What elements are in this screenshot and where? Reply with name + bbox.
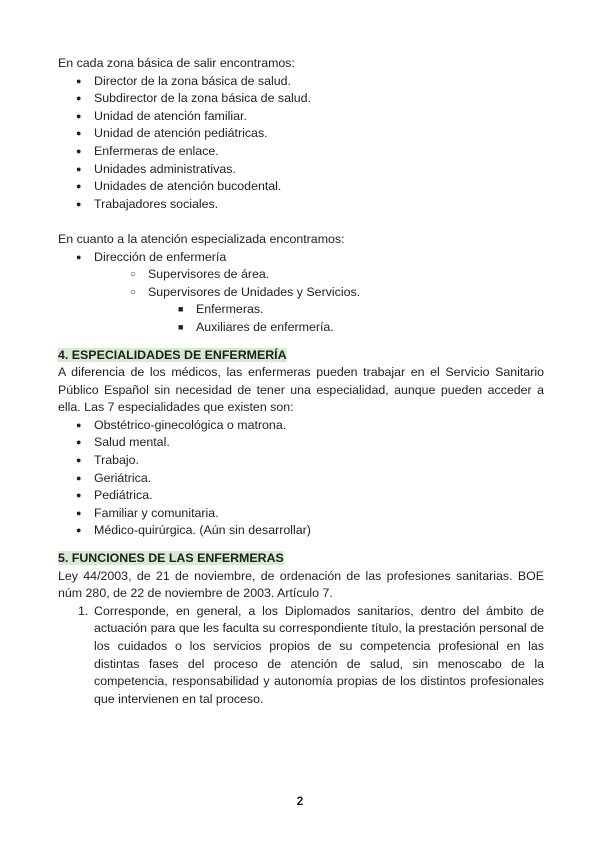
circle-bullet-icon: ○	[130, 286, 137, 298]
page-number: 2	[296, 794, 304, 808]
section-5-paragraph: Ley 44/2003, de 21 de noviembre, de ordenación de las profesiones sanitarias. BOE núm 280, de 22 de noviembre de 2003. Artículo 7.	[58, 568, 544, 601]
square-bullet-icon: ■	[178, 304, 184, 315]
numbered-list-item: 1. Corresponde, en general, a los Diplomados sanitarios, dentro del ámbito de actuación para que les faculta su correspondiente título, la prestación personal de los cuidados o los servicios propios de su competencia profesional en las distintas fases del proceso de atención de salud, sin menoscabo de la competencia, responsabilidad y autonomía propias de los distintos profesionales que intervienen en tal proceso.	[78, 603, 544, 706]
bullet-icon: ●	[76, 507, 82, 518]
bullet-icon: ●	[76, 251, 82, 262]
specialties-list	[58, 417, 544, 540]
list-item: ● Pediátrica.	[58, 487, 544, 505]
bullet-icon: ●	[76, 93, 82, 104]
bullet-icon: ●	[76, 128, 82, 139]
sub-list	[94, 266, 544, 336]
bullet-icon: ●	[76, 198, 82, 209]
bullet-icon: ●	[76, 163, 82, 174]
list-item: ● Dirección de enfermería ○ Supervisores de área. ○ Supervisores de Unidades y Servicios. ■ Enfermeras. ■ Auxiliares de enfermería.	[58, 249, 544, 337]
list-item: ● Trabajo.	[58, 452, 544, 470]
bullet-icon: ●	[76, 110, 82, 121]
sub-list-item: ○ Supervisores de Unidades y Servicios. ■ Enfermeras. ■ Auxiliares de enfermería.	[130, 284, 544, 337]
list-number: 1.	[78, 603, 89, 618]
bullet-icon: ●	[76, 525, 82, 536]
bullet-icon: ●	[76, 75, 82, 86]
sub-sub-list	[148, 301, 544, 336]
functions-list	[58, 603, 544, 709]
square-bullet-icon: ■	[178, 321, 184, 332]
list-item: ● Geriátrica.	[58, 470, 544, 488]
bullet-icon: ●	[76, 490, 82, 501]
list-item: ● Unidades de atención bucodental.	[58, 178, 544, 196]
list-item: ● Enfermeras de enlace.	[58, 143, 544, 161]
intro-specialized-care: En cuanto a la atención especializada encontramos:	[58, 231, 345, 246]
section-4-paragraph: A diferencia de los médicos, las enfermeras pueden trabajar en el Servicio Sanitario Público Español sin necesidad de tener una especialidad, aunque pueden acceder a ella. Las 7 especialidades que existen son:	[58, 365, 544, 415]
specialized-care-list	[58, 249, 544, 337]
circle-bullet-icon: ○	[130, 269, 137, 281]
list-item: ● Familiar y comunitaria.	[58, 505, 544, 523]
sub-sub-list-item: ■ Enfermeras.	[178, 301, 544, 319]
sub-list-item: ○ Supervisores de área.	[130, 266, 544, 284]
list-item: ● Director de la zona básica de salud.	[58, 73, 544, 91]
section-5-heading: 5. FUNCIONES DE LAS ENFERMERAS	[58, 551, 284, 566]
basic-zone-list	[58, 73, 544, 214]
list-item: ● Médico-quirúrgica. (Aún sin desarrollar)	[58, 522, 544, 540]
document-page	[58, 55, 544, 708]
sub-sub-list-item: ■ Auxiliares de enfermería.	[178, 319, 544, 337]
list-item: ● Unidad de atención familiar.	[58, 108, 544, 126]
bullet-icon: ●	[76, 181, 82, 192]
list-item: ● Unidad de atención pediátricas.	[58, 125, 544, 143]
list-item: ● Salud mental.	[58, 434, 544, 452]
list-item: ● Trabajadores sociales.	[58, 196, 544, 214]
list-item: ● Obstétrico-ginecológica o matrona.	[58, 417, 544, 435]
list-item: ● Subdirector de la zona básica de salud.	[58, 90, 544, 108]
bullet-icon: ●	[76, 437, 82, 448]
bullet-icon: ●	[76, 145, 82, 156]
bullet-icon: ●	[76, 455, 82, 466]
section-4-heading: 4. ESPECIALIDADES DE ENFERMERÍA	[58, 347, 287, 362]
bullet-icon: ●	[76, 419, 82, 430]
intro-basic-zone: En cada zona básica de salir encontramos:	[58, 56, 295, 70]
list-item: ● Unidades administrativas.	[58, 161, 544, 179]
bullet-icon: ●	[76, 472, 82, 483]
